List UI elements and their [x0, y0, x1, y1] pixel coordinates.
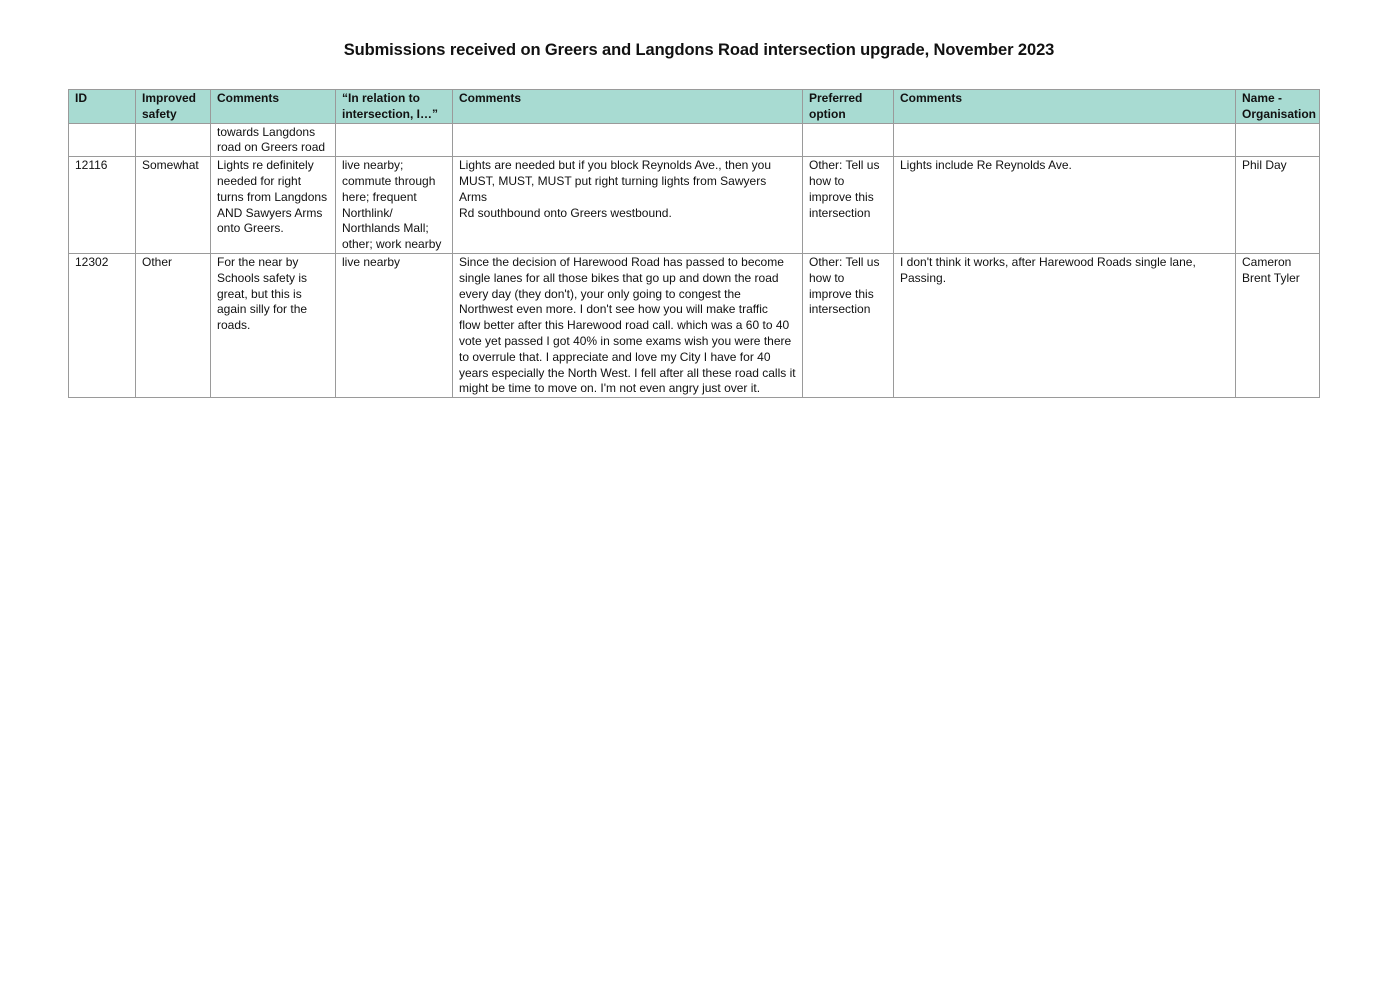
cell-id	[69, 123, 136, 157]
submissions-table	[68, 89, 1320, 398]
cell-comments-3: I don't think it works, after Harewood Roads single lane, Passing.	[894, 253, 1236, 397]
cell-comments-3: Lights include Re Reynolds Ave.	[894, 157, 1236, 254]
cell-improved-safety: Somewhat	[136, 157, 211, 254]
cell-name: Cameron Brent Tyler	[1236, 253, 1320, 397]
cell-comments-2: Since the decision of Harewood Road has passed to become single lanes for all those bikes that go up and down the road every day (they don't), your only going to congest the Northwest even more. I don't see how you will make traffic flow better after this Harewood road call. which was a 60 to 40 vote yet passed I got 40% in some exams wish you were there to overrule that. I appreciate and love my City I have for 40 years especially the North West. I fell after all these road calls it might be time to move on. I'm not even angry just over it.	[453, 253, 803, 397]
header-improved-safety: Improved safety	[136, 90, 211, 124]
cell-comments-2: Lights are needed but if you block Reynolds Ave., then you MUST, MUST, MUST put right turning lights from Sawyers Arms Rd southbound onto Greers westbound.	[453, 157, 803, 254]
table-row	[69, 123, 1320, 157]
cell-comments-1: For the near by Schools safety is great, but this is again silly for the roads.	[211, 253, 336, 397]
cell-id: 12116	[69, 157, 136, 254]
cell-comments-1: towards Langdons road on Greers road	[211, 123, 336, 157]
cell-relation: live nearby; commute through here; frequent Northlink/ Northlands Mall; other; work nearby	[336, 157, 453, 254]
cell-relation	[336, 123, 453, 157]
table-header-row	[69, 90, 1320, 124]
cell-preferred-option: Other: Tell us how to improve this intersection	[803, 157, 894, 254]
cell-comments-1: Lights re definitely needed for right turns from Langdons AND Sawyers Arms onto Greers.	[211, 157, 336, 254]
header-comments-2: Comments	[453, 90, 803, 124]
cell-improved-safety	[136, 123, 211, 157]
header-name-organisation: Name - Organisation	[1236, 90, 1320, 124]
table-row	[69, 157, 1320, 254]
cell-improved-safety: Other	[136, 253, 211, 397]
cell-id: 12302	[69, 253, 136, 397]
cell-name: Phil Day	[1236, 157, 1320, 254]
header-relation: “In relation to intersection, I…”	[336, 90, 453, 124]
cell-preferred-option: Other: Tell us how to improve this intersection	[803, 253, 894, 397]
header-comments-3: Comments	[894, 90, 1236, 124]
cell-name	[1236, 123, 1320, 157]
header-comments-1: Comments	[211, 90, 336, 124]
header-preferred-option: Preferred option	[803, 90, 894, 124]
table-row	[69, 253, 1320, 397]
cell-comments-3	[894, 123, 1236, 157]
page-title: Submissions received on Greers and Langdons Road intersection upgrade, November 2023	[343, 41, 1055, 59]
cell-relation: live nearby	[336, 253, 453, 397]
header-id: ID	[69, 90, 136, 124]
cell-preferred-option	[803, 123, 894, 157]
cell-comments-2	[453, 123, 803, 157]
